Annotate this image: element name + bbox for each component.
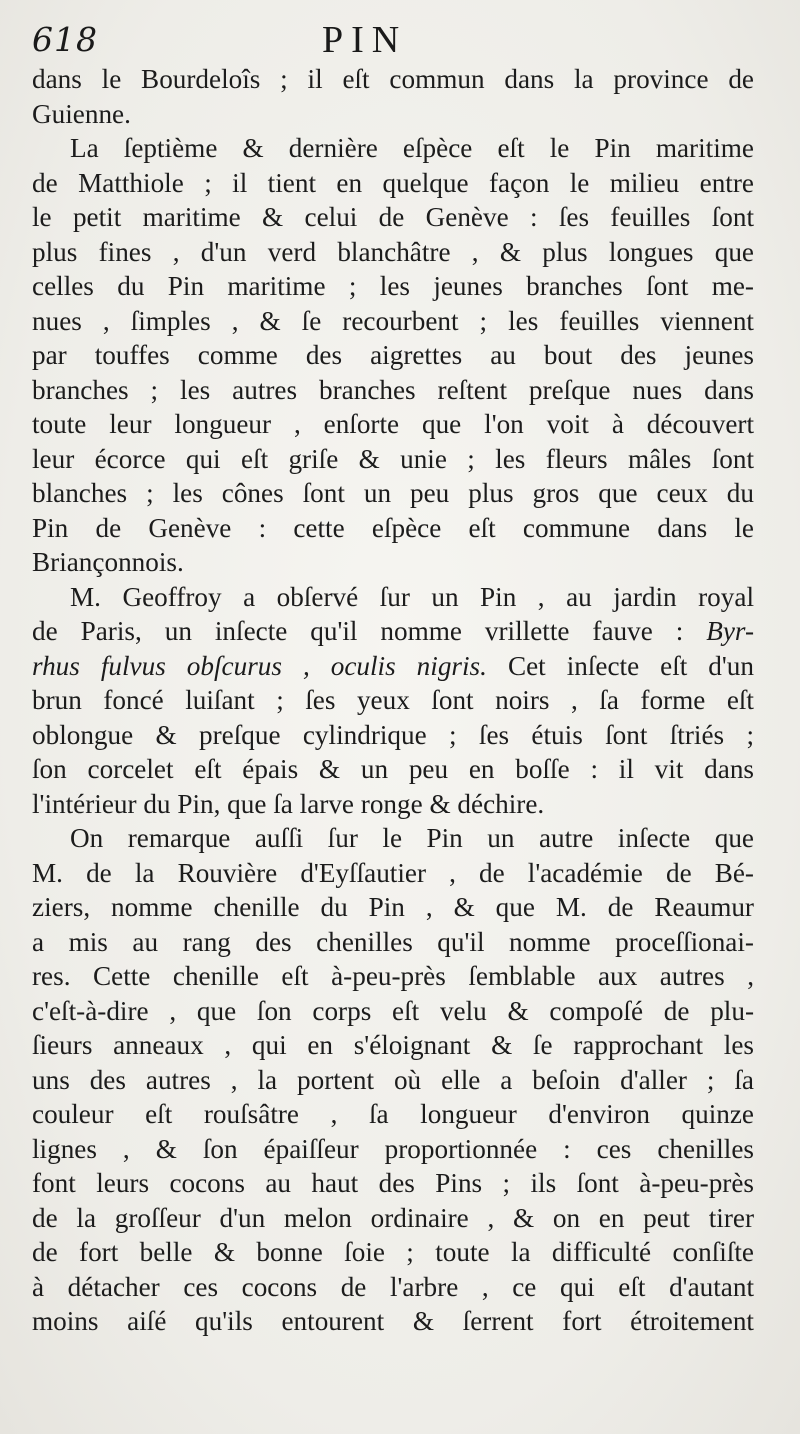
latin-name-italic: rhus fulvus obſcurus , oculis nigris. [32,650,487,681]
text-line: La ſeptième & dernière eſpèce eſt le Pin maritime [70,133,754,163]
text-line: ſieurs anneaux , qui en s'éloignant & ſe rapprochant les [32,1030,754,1060]
page-header [32,14,772,64]
text-line: oblongue & preſque cylindrique ; ſes étuis ſont ſtriés ; [32,719,754,750]
text-line: Pin de Genève : cette eſpèce eſt commune dans le [32,512,754,543]
text-line: de la groſſeur d'un melon ordinaire , & on en peut tirer [32,1202,754,1233]
text-segment: Cet inſecte eſt d'un [507,650,754,681]
text-line: le petit maritime & celui de Genève : ſes feuilles ſont [32,202,754,232]
text-line: celles du Pin maritime ; les jeunes branches ſont me- [32,271,754,301]
text-line: Briançonnois. [32,547,184,577]
text-line: ſon corcelet eſt épais & un peu en boſſe : il vit dans [32,754,754,784]
text-line: par touffes comme des aigrettes au bout des jeunes [32,340,754,370]
text-line: brun foncé luiſant ; ſes yeux ſont noirs , ſa forme eſt [32,685,754,715]
text-line: l'intérieur du Pin, que ſa larve ronge & déchire. [32,788,545,819]
body-text [32,62,754,1339]
text-line: nues , ſimples , & ſe recourbent ; les feuilles viennent [32,305,754,336]
text-line: couleur eſt rouſsâtre , ſa longueur d'environ quinze [32,1099,754,1129]
text-line [32,649,754,684]
text-line: branches ; les autres branches reſtent preſque nues dans [32,374,754,405]
text-line: leur écorce qui eſt griſe & unie ; les fleurs mâles ſont [32,443,754,474]
text-line: res. Cette chenille eſt à-peu-près ſemblable aux autres , [32,961,754,991]
text-line: blanches ; les cônes ſont un peu plus gros que ceux du [32,478,754,508]
running-head: PIN [322,19,408,61]
text-line: toute leur longueur , enſorte que l'on voit à découvert [32,409,754,439]
text-line: uns des autres , la portent où elle a beſoin d'aller ; ſa [32,1064,754,1095]
text-line: de Matthiole ; il tient en quelque façon le milieu entre [32,167,754,198]
text-line: moins aiſé qu'ils entourent & ſerrent fort étroitement [32,1306,754,1336]
text-line: M. de la Rouvière d'Eyſſautier , de l'académie de Bé- [32,857,754,888]
text-line: On remarque auſſi ſur le Pin un autre inſecte que [70,823,754,853]
text-line: ziers, nomme chenille du Pin , & que M. de Reaumur [32,892,754,922]
text-line: à détacher ces cocons de l'arbre , ce qui eſt d'autant [32,1271,754,1302]
text-line: plus fines , d'un verd blanchâtre , & plus longues que [32,236,754,267]
text-line: dans le Bourdeloîs ; il eſt commun dans la province de [32,64,754,94]
text-line: lignes , & ſon épaiſſeur proportionnée : ces chenilles [32,1133,754,1164]
text-line: Guienne. [32,98,131,129]
text-segment: de Paris, un inſecte qu'il nomme vrillette fauve : [32,616,684,646]
text-line: c'eſt-à-dire , que ſon corps eſt velu & compoſé de plu- [32,995,754,1026]
text-line: a mis au rang des chenilles qu'il nomme proceſſionai- [32,926,754,957]
text-line: M. Geoffroy a obſervé ſur un Pin , au jardin royal [70,581,754,612]
page-number: 618 [32,20,98,59]
text-line [32,614,754,649]
latin-name-italic: Byr- [706,616,754,646]
text-line: font leurs cocons au haut des Pins ; ils ſont à-peu-près [32,1168,754,1198]
text-line: de fort belle & bonne ſoie ; toute la difficulté conſiſte [32,1237,754,1267]
